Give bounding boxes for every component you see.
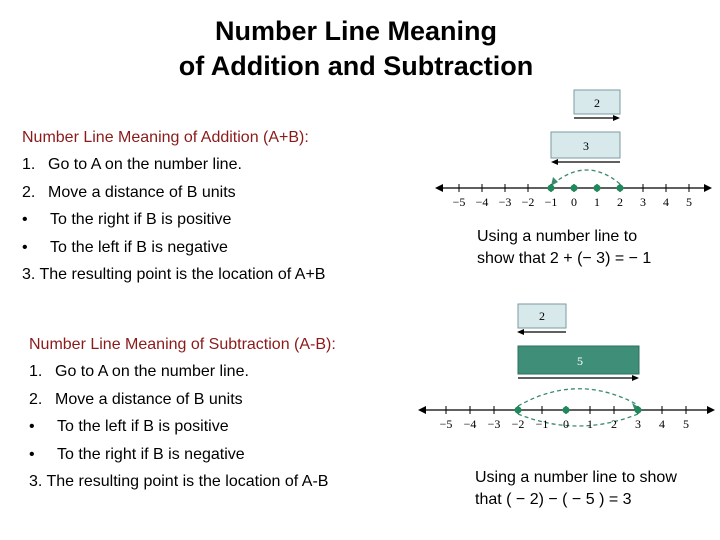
addition-tick-labels	[453, 195, 692, 209]
step-text: Move a distance of B units	[48, 184, 236, 201]
addition-bullet-1	[22, 211, 231, 229]
subtraction-axis-right-arrow	[707, 406, 715, 414]
addition-number-line-figure	[435, 88, 720, 210]
add-tick-label: −5	[452, 195, 466, 209]
sub-tick-label: −1	[535, 417, 549, 431]
subtraction-section	[29, 336, 449, 496]
addition-bullet-2	[22, 239, 228, 257]
addition-caption	[477, 226, 651, 270]
bullet-text: To the left if B is positive	[57, 418, 229, 435]
bullet-text: To the right if B is positive	[50, 211, 232, 228]
sub-point	[635, 407, 642, 414]
add-point	[594, 185, 601, 192]
sub-tick-label: 4	[659, 417, 665, 431]
add-tick-label: 3	[640, 195, 646, 209]
addition-move-arrowhead	[551, 177, 558, 186]
add-point	[571, 185, 578, 192]
sub-tick-label: −5	[439, 417, 453, 431]
subtraction-caption	[475, 467, 677, 511]
bullet-text: To the left if B is negative	[50, 239, 228, 256]
addition-bar-top-arrowhead	[613, 115, 620, 121]
sub-tick-label: −2	[511, 417, 525, 431]
add-tick-label: 4	[663, 195, 669, 209]
step-number: 2.	[29, 391, 43, 408]
bullet-mark: •	[29, 446, 35, 463]
sub-tick-label: −3	[487, 417, 501, 431]
addition-heading: Number Line Meaning of Addition (A+B):	[22, 129, 309, 146]
add-tick-label: 2	[617, 195, 623, 209]
subtraction-bullet-1	[29, 418, 229, 436]
addition-step-1	[22, 156, 242, 174]
addition-bar-top-label: 2	[594, 96, 600, 110]
add-tick-label: −4	[475, 195, 489, 209]
subtraction-caption-line-1: Using a number line to show	[475, 469, 677, 486]
subtraction-bullet-2	[29, 446, 245, 464]
subtraction-bar-bottom-arrowhead	[632, 375, 639, 381]
addition-move-arc	[553, 170, 620, 184]
addition-section	[22, 129, 442, 289]
sub-tick-label: 5	[683, 417, 689, 431]
addition-caption-line-1: Using a number line to	[477, 228, 638, 245]
sub-point	[563, 407, 570, 414]
step-number: 1.	[29, 363, 43, 380]
add-tick-label: 1	[594, 195, 600, 209]
add-tick-label: −2	[521, 195, 535, 209]
addition-caption-line-2: show that 2 + (− 3) = − 1	[477, 250, 652, 267]
addition-bar-bottom-label: 3	[583, 139, 589, 153]
subtraction-bar-bottom-label: 5	[577, 354, 583, 368]
addition-step-2	[22, 184, 236, 202]
addition-axis-left-arrow	[435, 184, 443, 192]
add-point	[548, 185, 555, 192]
title-line-2: of Addition and Subtraction	[178, 51, 534, 81]
step-number: 2.	[22, 184, 36, 201]
step-text: Go to A on the number line.	[55, 363, 249, 380]
subtraction-tick-labels	[440, 417, 689, 431]
sub-point	[515, 407, 522, 414]
subtraction-bar-top-label: 2	[539, 309, 545, 323]
subtraction-number-line-figure	[418, 302, 718, 437]
step-text: Move a distance of B units	[55, 391, 243, 408]
bullet-text: To the right if B is negative	[57, 446, 245, 463]
sub-tick-label: 0	[563, 417, 569, 431]
page-title	[0, 14, 712, 84]
addition-axis-right-arrow	[704, 184, 712, 192]
add-tick-label: 0	[571, 195, 577, 209]
sub-tick-label: 1	[587, 417, 593, 431]
step-text: Go to A on the number line.	[48, 156, 242, 173]
addition-bar-bottom-arrowhead	[551, 159, 558, 165]
subtraction-heading: Number Line Meaning of Subtraction (A-B):	[29, 336, 336, 353]
bullet-mark: •	[29, 418, 35, 435]
add-tick-label: −1	[544, 195, 558, 209]
step-number: 1.	[22, 156, 36, 173]
subtraction-bar-top-arrowhead	[517, 329, 524, 335]
subtraction-step-1	[29, 363, 249, 381]
subtraction-move-arc	[518, 389, 638, 406]
add-tick-label: −3	[498, 195, 512, 209]
subtraction-caption-line-2: that ( − 2) − ( − 5 ) = 3	[475, 491, 632, 508]
sub-tick-label: 2	[611, 417, 617, 431]
bullet-mark: •	[22, 211, 28, 228]
subtraction-step-2	[29, 391, 243, 409]
add-tick-label: 5	[686, 195, 692, 209]
sub-tick-label: −4	[463, 417, 477, 431]
sub-tick-label: 3	[635, 417, 641, 431]
add-point	[617, 185, 624, 192]
addition-result: 3. The resulting point is the location of A+B	[22, 266, 326, 283]
title-line-1: Number Line Meaning	[214, 16, 498, 46]
subtraction-result: 3. The resulting point is the location of A-B	[29, 473, 329, 490]
subtraction-axis-left-arrow	[418, 406, 426, 414]
bullet-mark: •	[22, 239, 28, 256]
